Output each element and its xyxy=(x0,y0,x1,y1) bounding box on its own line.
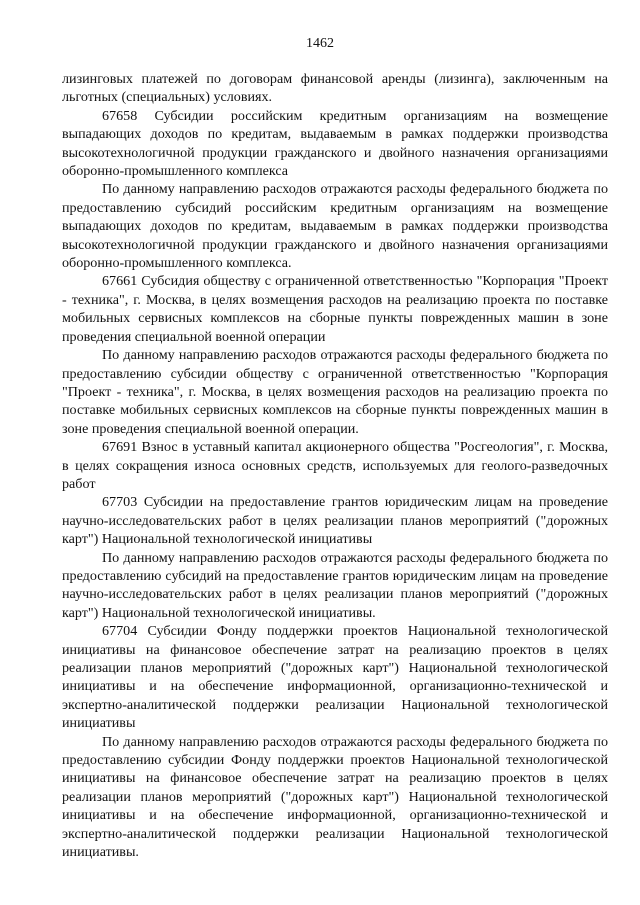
paragraph-67704-title: 67704 Субсидии Фонду поддержки проектов Национальной технологической инициативы на финансовое обеспечение затрат на реализацию проектов в целях реализации планов мероприятий ("дорожных карт") Национальной технологической инициативы и на обеспечение информационной, организационно-технической и экспертно-аналитической поддержки реализации Национальной технологической инициативы xyxy=(62,623,608,732)
paragraph-67658-description: По данному направлению расходов отражаются расходы федерального бюджета по предоставлению субсидий российским кредитным организациям на возмещение выпадающих доходов по кредитам, выдаваемым в рамках поддержки производства высокотехнологичной продукции гражданского и двойного назначения организациями оборонно-промышленного комплекса. xyxy=(62,181,608,272)
paragraph-continuation: лизинговых платежей по договорам финансовой аренды (лизинга), заключенным на льготных (специальных) условиях. xyxy=(62,71,608,106)
document-body xyxy=(62,70,608,861)
paragraph-67703-description: По данному направлению расходов отражаются расходы федерального бюджета по предоставлению субсидий на предоставление грантов юридическим лицам на проведение научно-исследовательских работ в целях реализации планов мероприятий ("дорожных карт") Национальной технологической инициативы. xyxy=(62,549,608,621)
paragraph-67658-title: 67658 Субсидии российским кредитным организациям на возмещение выпадающих доходов по кредитам, выдаваемым в рамках поддержки производства высокотехнологичной продукции гражданского и двойного назначения организациями оборонно-промышленного комплекса xyxy=(62,107,608,180)
paragraph-67704-description: По данному направлению расходов отражаются расходы федерального бюджета по предоставлению субсидии Фонду поддержки проектов Национальной технологической инициативы на финансовое обеспечение затрат на реализацию проектов в целях реализации планов мероприятий ("дорожных карт") Национальной технологической инициативы и на обеспечение информационной, организационно-технической и экспертно-аналитической поддержки реализации Национальной технологической инициативы. xyxy=(62,733,608,861)
paragraph-67661-title: 67661 Субсидия обществу с ограниченной ответственностью "Корпорация "Проект - техника", г. Москва, в целях возмещения расходов на реализацию проекта по поставке мобильных сервисных комплексов на сборные пункты поврежденных машин в зоне проведения специальной военной операции xyxy=(62,273,608,345)
paragraph-67661-description: По данному направлению расходов отражаются расходы федерального бюджета по предоставлению субсидии обществу с ограниченной ответственностью "Корпорация "Проект - техника", г. Москва, в целях возмещения расходов на реализацию проекта по поставке мобильных сервисных комплексов на сборные пункты поврежденных машин в зоне проведения специальной военной операции. xyxy=(62,347,608,437)
page-number: 1462 xyxy=(306,36,334,51)
paragraph-67691-title: 67691 Взнос в уставный капитал акционерного общества "Росгеология", г. Москва, в целях сокращения износа основных средств, используемых для геолого-разведочных работ xyxy=(62,439,608,492)
paragraph-67703-title: 67703 Субсидии на предоставление грантов юридическим лицам на проведение научно-исследовательских работ в целях реализации планов мероприятий ("дорожных карт") Национальной технологической инициативы xyxy=(62,494,608,548)
